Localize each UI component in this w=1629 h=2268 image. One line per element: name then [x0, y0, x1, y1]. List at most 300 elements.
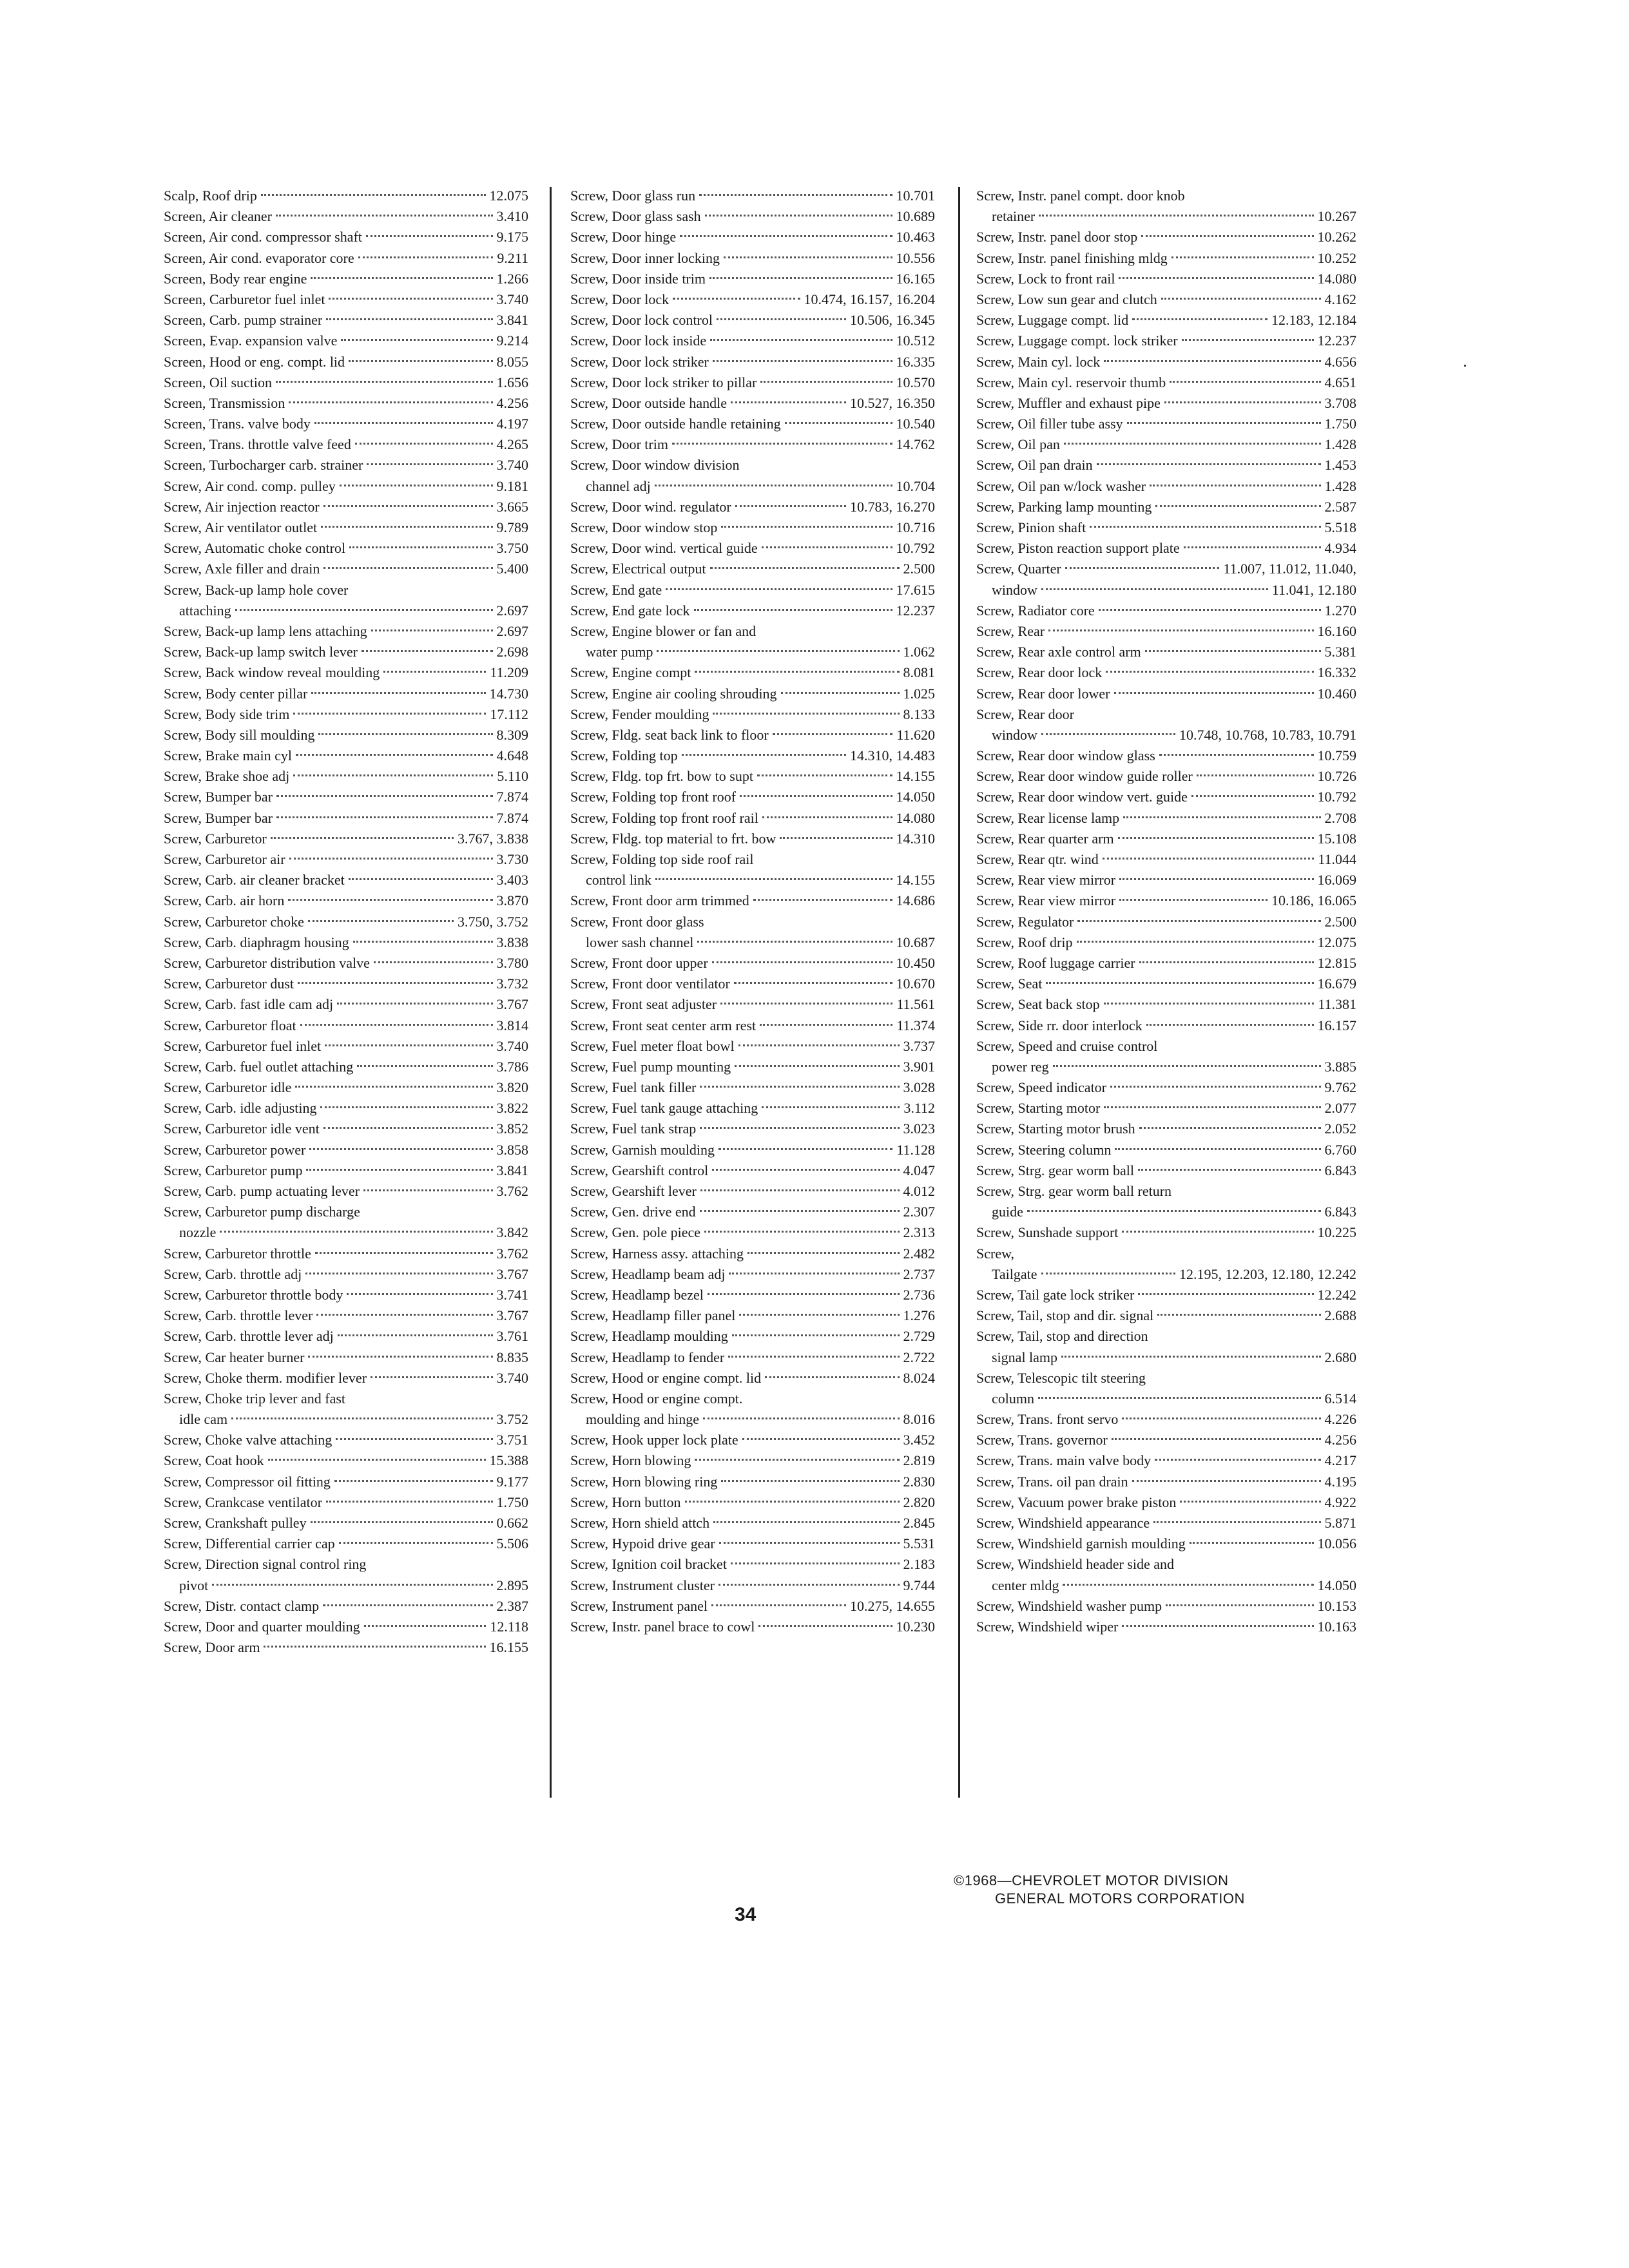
entry-page-ref: 14.080 [1317, 270, 1356, 287]
index-entry [570, 1533, 935, 1554]
dot-leader [295, 1086, 492, 1088]
dot-leader [713, 713, 899, 715]
index-entry [164, 227, 528, 247]
index-entry [164, 1533, 528, 1554]
entry-page-ref: 3.841 [496, 312, 528, 329]
entry-name: Screw, Oil pan [976, 436, 1060, 453]
dot-leader [1119, 899, 1268, 901]
dot-leader [712, 1169, 899, 1171]
dot-leader [374, 961, 493, 963]
dot-leader [753, 899, 892, 901]
entry-page-ref: 3.410 [496, 208, 528, 225]
dot-leader [729, 1273, 899, 1274]
entry-page-ref: 8.133 [903, 706, 935, 722]
entry-name: Screw, Front seat center arm rest [570, 1017, 757, 1033]
entry-name: Screw, Carburetor throttle body [164, 1286, 343, 1303]
index-entry [976, 601, 1356, 621]
index-entry [570, 393, 935, 414]
entry-name: window [992, 726, 1037, 743]
entry-page-ref: 3.841 [496, 1162, 528, 1178]
entry-page-ref: 14.762 [896, 436, 935, 453]
entry-name: Screw, Horn blowing [570, 1452, 691, 1469]
entry-name: Screen, Air cond. evaporator core [164, 249, 354, 266]
entry-page-ref: 7.874 [496, 809, 528, 826]
entry-name: Screw, Instr. panel door stop [976, 229, 1138, 245]
index-entry [570, 1575, 935, 1596]
entry-name: pivot [179, 1577, 209, 1593]
index-entry [164, 1015, 528, 1036]
dot-leader [338, 1334, 493, 1336]
entry-name: Screw, Door and quarter moulding [164, 1618, 360, 1635]
entry-page-ref: 16.165 [896, 270, 935, 287]
entry-name: Screen, Air cond. compressor shaft [164, 229, 362, 245]
dot-leader [720, 1003, 892, 1004]
dot-leader [742, 1438, 900, 1440]
index-entry [570, 1057, 935, 1077]
index-entry [570, 248, 935, 269]
entry-name: Screw, Door hinge [570, 229, 677, 245]
index-entry [164, 870, 528, 890]
entry-name: Screen, Transmission [164, 394, 285, 411]
entry-page-ref: 2.587 [1324, 498, 1356, 515]
entry-page-ref: 2.313 [903, 1224, 935, 1241]
entry-page-ref: 10.252 [1317, 249, 1356, 266]
entry-name: Screw, Strg. gear worm ball return [976, 1183, 1172, 1199]
entry-name: Screw, Windshield header side and [976, 1556, 1175, 1573]
dot-leader [261, 194, 486, 196]
entry-name: Screw, Carburetor throttle [164, 1245, 311, 1262]
dot-leader [231, 1418, 492, 1419]
index-entry [164, 1450, 528, 1471]
index-entry [164, 1409, 528, 1430]
index-entry [976, 994, 1356, 1015]
entry-name: Screw, Carburetor air [164, 851, 285, 867]
entry-name: Screw, Fuel tank strap [570, 1120, 697, 1137]
index-entry [570, 1305, 935, 1326]
entry-name: Screw, Headlamp bezel [570, 1286, 704, 1303]
entry-name: Screw, Horn shield attch [570, 1515, 710, 1531]
index-entry [570, 1140, 935, 1160]
index-entry [570, 1119, 935, 1139]
entry-name: Screw, Door wind. vertical guide [570, 540, 758, 557]
index-entry [570, 1492, 935, 1513]
entry-page-ref: 11.381 [1318, 996, 1356, 1013]
entry-page-ref: 15.108 [1317, 830, 1356, 847]
entry-page-ref: 12.242 [1317, 1286, 1356, 1303]
dot-leader [713, 360, 892, 362]
entry-page-ref: 3.767 [496, 1265, 528, 1282]
entry-page-ref: 2.482 [903, 1245, 935, 1262]
index-entry [164, 517, 528, 538]
entry-page-ref: 8.024 [903, 1369, 935, 1386]
index-entry [976, 808, 1356, 829]
dot-leader [306, 1169, 492, 1171]
entry-name: Screw, Rear license lamp [976, 809, 1120, 826]
dot-leader [740, 795, 892, 797]
entry-name: Screw, Headlamp beam adj [570, 1265, 726, 1282]
dot-leader [1170, 381, 1320, 383]
index-entry [164, 974, 528, 994]
entry-name: Screw, Telescopic tilt steering [976, 1369, 1146, 1386]
entry-name: Screw, Oil pan w/lock washer [976, 477, 1146, 494]
entry-name: Screw, Differential carrier cap [164, 1535, 335, 1552]
dot-leader [657, 650, 899, 652]
entry-page-ref: 10.267 [1317, 208, 1356, 225]
index-entry [570, 289, 935, 310]
entry-page-ref: 3.740 [496, 1369, 528, 1386]
entry-page-ref: 16.069 [1317, 872, 1356, 889]
entry-name: Screw, Roof luggage carrier [976, 954, 1135, 971]
index-entry [976, 787, 1356, 807]
dot-leader [694, 609, 892, 611]
entry-name: Screw, Door outside handle retaining [570, 416, 781, 432]
entry-page-ref: 3.740 [496, 1037, 528, 1054]
entry-name: Screen, Carburetor fuel inlet [164, 291, 325, 307]
entry-name: Screw, Carb. throttle lever [164, 1307, 313, 1324]
dot-leader [366, 235, 493, 237]
index-entry [976, 1098, 1356, 1119]
entry-name: Screw, Rear qtr. wind [976, 851, 1099, 867]
dot-leader [325, 1044, 492, 1046]
entry-page-ref: 3.751 [496, 1432, 528, 1448]
entry-page-ref: 9.744 [903, 1577, 935, 1593]
index-entry [164, 725, 528, 745]
dot-leader [329, 298, 492, 300]
dot-leader [700, 1189, 900, 1191]
index-entry [164, 1264, 528, 1285]
entry-page-ref: 4.197 [496, 416, 528, 432]
entry-name: Screw, Radiator core [976, 602, 1095, 619]
entry-name: Screw, Door wind. regulator [570, 498, 731, 515]
index-entry [164, 186, 528, 206]
dot-leader [760, 381, 892, 383]
entry-name: Screw, Crankshaft pulley [164, 1515, 307, 1531]
entry-page-ref: 14.155 [896, 768, 935, 785]
index-entry [976, 1450, 1356, 1471]
entry-page-ref: 3.741 [496, 1286, 528, 1303]
index-entry [164, 745, 528, 766]
entry-page-ref: 3.780 [496, 954, 528, 971]
entry-name: Screw, Garnish moulding [570, 1141, 715, 1158]
index-entry [976, 1077, 1356, 1098]
dot-leader [337, 1003, 492, 1004]
dot-leader [364, 1625, 487, 1627]
index-entry [976, 1326, 1356, 1347]
dot-leader [712, 961, 892, 963]
dot-leader [781, 692, 900, 694]
index-entry [570, 414, 935, 434]
dot-leader [682, 754, 846, 756]
entry-name: Screw, Choke valve attaching [164, 1432, 333, 1448]
index-entry [164, 1554, 528, 1575]
entry-page-ref: 16.160 [1317, 622, 1356, 639]
index-entry [164, 704, 528, 725]
entry-name: Screw, Windshield appearance [976, 1515, 1150, 1531]
dot-leader [700, 1086, 899, 1088]
entry-name: Screw, Carb. throttle adj [164, 1265, 302, 1282]
index-entry [976, 1513, 1356, 1533]
column-divider [550, 187, 552, 1798]
index-entry [976, 1119, 1356, 1139]
entry-page-ref: 5.506 [496, 1535, 528, 1552]
entry-page-ref: 11.044 [1318, 851, 1356, 867]
entry-name: Screw, Seat back stop [976, 996, 1100, 1013]
dot-leader [708, 1293, 900, 1295]
entry-name: Screw, Fldg. seat back link to floor [570, 726, 769, 743]
entry-name: Screw, Brake shoe adj [164, 768, 290, 785]
entry-page-ref: 10.716 [896, 519, 935, 535]
dot-leader [289, 858, 493, 860]
index-entry [570, 352, 935, 372]
entry-name: Screw, Rear view mirror [976, 892, 1116, 909]
entry-name: Screen, Turbocharger carb. strainer [164, 457, 363, 474]
index-entry [976, 248, 1356, 269]
index-entry [570, 684, 935, 704]
index-entry [976, 331, 1356, 351]
entry-page-ref: 10.512 [896, 332, 935, 349]
index-entry [976, 1181, 1356, 1202]
index-column-3 [976, 186, 1356, 1637]
entry-name: Screw, Trans. oil pan drain [976, 1473, 1128, 1490]
dot-leader [276, 215, 493, 216]
entry-page-ref: 12.075 [489, 187, 528, 204]
entry-name: Screw, Headlamp filler panel [570, 1307, 736, 1324]
dot-leader [719, 1542, 900, 1544]
index-entry [570, 1326, 935, 1347]
entry-page-ref: 3.732 [496, 975, 528, 992]
dot-leader [666, 588, 892, 590]
entry-name: Screw, Sunshade support [976, 1224, 1119, 1241]
index-entry [570, 1554, 935, 1575]
entry-name: Screw, Gearshift control [570, 1162, 709, 1178]
entry-name: Screw, Air injection reactor [164, 498, 320, 515]
dot-leader [1103, 858, 1315, 860]
entry-page-ref: 3.752 [496, 1411, 528, 1428]
index-entry [976, 559, 1356, 579]
entry-page-ref: 10.540 [896, 416, 935, 432]
entry-page-ref: 2.077 [1324, 1100, 1356, 1117]
entry-name: Screw, Low sun gear and clutch [976, 291, 1157, 307]
dot-leader [747, 1252, 899, 1254]
entry-name: Screw, Headlamp to fender [570, 1349, 725, 1365]
entry-page-ref: 10.230 [896, 1618, 935, 1635]
entry-name: Screw, Fender moulding [570, 706, 709, 722]
entry-page-ref: 12.118 [490, 1618, 528, 1635]
entry-name: Screw, Starting motor [976, 1100, 1101, 1117]
index-entry [976, 725, 1356, 745]
dot-leader [220, 1231, 492, 1233]
entry-page-ref: 14.080 [896, 809, 935, 826]
entry-page-ref: 15.388 [489, 1452, 528, 1469]
index-entry [976, 1596, 1356, 1617]
entry-name: Screw, Compressor oil fitting [164, 1473, 331, 1490]
entry-name: Screw, Gen. pole piece [570, 1224, 700, 1241]
entry-name: Screw, Rear quarter arm [976, 830, 1114, 847]
index-entry [976, 414, 1356, 434]
entry-name: Screw, Door lock striker [570, 353, 709, 370]
index-entry [570, 1181, 935, 1202]
index-entry [570, 953, 935, 974]
dot-leader [680, 235, 892, 237]
dot-leader [1119, 878, 1313, 880]
index-entry [570, 870, 935, 890]
index-entry [570, 1244, 935, 1264]
dot-leader [1197, 774, 1314, 776]
index-entry [570, 1389, 935, 1409]
dot-leader [296, 754, 493, 756]
index-entry [976, 476, 1356, 497]
dot-leader [1182, 339, 1314, 341]
index-entry [164, 1492, 528, 1513]
dot-leader [703, 1418, 900, 1419]
entry-name: Screw, Folding top side roof rail [570, 851, 754, 867]
entry-page-ref: 3.901 [903, 1058, 935, 1075]
entry-name: Screw, Regulator [976, 913, 1074, 930]
entry-page-ref: 16.157 [1317, 1017, 1356, 1033]
dot-leader [276, 795, 492, 797]
index-entry [976, 1305, 1356, 1326]
entry-page-ref: 4.195 [1324, 1473, 1356, 1490]
entry-name: Screw, Carb. air horn [164, 892, 285, 909]
entry-page-ref: 1.025 [903, 685, 935, 702]
entry-name: Screw, Door trim [570, 436, 668, 453]
dot-leader [1041, 733, 1175, 735]
index-entry [164, 289, 528, 310]
entry-page-ref: 11.007, 11.012, 11.040, [1223, 561, 1356, 577]
dot-leader [1138, 1293, 1313, 1295]
dot-leader [785, 422, 892, 424]
index-entry [164, 414, 528, 434]
index-entry [976, 455, 1356, 476]
entry-name: Screw, Starting motor brush [976, 1120, 1135, 1137]
entry-page-ref: 5.518 [1324, 519, 1356, 535]
dot-leader [293, 774, 493, 776]
entry-page-ref: 5.871 [1324, 1515, 1356, 1531]
entry-page-ref: 9.214 [496, 332, 528, 349]
entry-name: Screw, Distr. contact clamp [164, 1597, 320, 1614]
index-entry [164, 1430, 528, 1450]
entry-name: Screw, Windshield wiper [976, 1618, 1119, 1635]
index-entry [976, 310, 1356, 331]
index-entry [976, 1264, 1356, 1285]
dot-leader [323, 567, 492, 569]
entry-name: Screw, Body sill moulding [164, 726, 315, 743]
index-entry [976, 186, 1356, 206]
entry-page-ref: 3.852 [496, 1120, 528, 1137]
index-entry [976, 1617, 1356, 1637]
dot-leader [739, 1314, 899, 1316]
entry-name: Screw, Carburetor distribution valve [164, 954, 370, 971]
index-entry [570, 434, 935, 455]
entry-name: water pump [586, 644, 653, 660]
entry-name: guide [992, 1204, 1023, 1220]
index-entry [164, 621, 528, 642]
entry-name: Screw, End gate lock [570, 602, 690, 619]
entry-name: idle cam [179, 1411, 228, 1428]
index-entry [976, 642, 1356, 662]
entry-name: Screw, Rear door window glass [976, 747, 1155, 764]
index-entry [570, 890, 935, 911]
index-entry [976, 1140, 1356, 1160]
entry-page-ref: 12.183, 12.184 [1271, 312, 1356, 329]
dot-leader [762, 1106, 900, 1108]
index-entry [976, 1057, 1356, 1077]
entry-page-ref: 14.730 [489, 685, 528, 702]
dot-leader [1141, 235, 1313, 237]
entry-page-ref: 2.819 [903, 1452, 935, 1469]
entry-page-ref: 1.270 [1324, 602, 1356, 619]
dot-leader [1122, 1231, 1313, 1233]
entry-name: lower sash channel [586, 934, 694, 950]
entry-page-ref: 10.153 [1317, 1597, 1356, 1614]
entry-name: Screen, Carb. pump strainer [164, 312, 323, 329]
dot-leader [316, 1314, 492, 1316]
entry-name: Screw, Gen. drive end [570, 1204, 696, 1220]
entry-name: Screw, Fldg. top frt. bow to supt [570, 768, 753, 785]
index-entry [164, 953, 528, 974]
dot-leader [355, 443, 493, 445]
entry-page-ref: 12.237 [1317, 332, 1356, 349]
dot-leader [1155, 505, 1320, 507]
index-entry [570, 1450, 935, 1471]
entry-page-ref: 2.697 [496, 602, 528, 619]
entry-name: Screw, Parking lamp mounting [976, 498, 1152, 515]
index-entry [164, 1181, 528, 1202]
index-entry [164, 601, 528, 621]
dot-leader [1122, 1625, 1313, 1627]
entry-name: Screw, Back window reveal moulding [164, 664, 380, 681]
index-entry [976, 206, 1356, 227]
entry-name: Screw, Carburetor idle [164, 1079, 292, 1096]
index-entry [164, 1596, 528, 1617]
entry-name: Screw, Engine compt [570, 664, 691, 681]
dot-leader [1110, 1086, 1320, 1088]
entry-name: Screen, Oil suction [164, 374, 273, 390]
entry-page-ref: 3.822 [496, 1100, 528, 1117]
dot-leader [1122, 1418, 1320, 1419]
entry-page-ref: 1.062 [903, 644, 935, 660]
dot-leader [1118, 837, 1314, 839]
entry-name: Screw, Folding top front roof [570, 789, 737, 805]
entry-name: Screw, Door lock [570, 291, 670, 307]
index-entry [164, 580, 528, 601]
dot-leader [1132, 318, 1268, 320]
entry-name: Screw, Headlamp moulding [570, 1328, 728, 1345]
entry-page-ref: 6.843 [1324, 1204, 1356, 1220]
dot-leader [1157, 1314, 1320, 1316]
index-entry [976, 890, 1356, 911]
entry-page-ref: 17.615 [896, 581, 935, 598]
entry-page-ref: 5.381 [1324, 644, 1356, 660]
entry-name: Screw, Carburetor choke [164, 913, 304, 930]
entry-name: Screw, Side rr. door interlock [976, 1017, 1142, 1033]
dot-leader [1077, 941, 1314, 943]
entry-name: Screen, Trans. valve body [164, 416, 311, 432]
dot-leader [323, 1127, 493, 1129]
index-entry [570, 601, 935, 621]
index-entry [976, 704, 1356, 725]
dot-leader [721, 1480, 899, 1482]
dot-leader [326, 318, 492, 320]
entry-page-ref: 2.895 [496, 1577, 528, 1593]
entry-name: Screw, Choke therm. modifier lever [164, 1369, 367, 1386]
dot-leader [1041, 588, 1268, 590]
index-entry [164, 1368, 528, 1389]
entry-page-ref: 2.387 [496, 1597, 528, 1614]
index-entry [164, 1202, 528, 1222]
entry-name: Screw, Engine air cooling shrouding [570, 685, 777, 702]
entry-page-ref: 3.023 [903, 1120, 935, 1137]
